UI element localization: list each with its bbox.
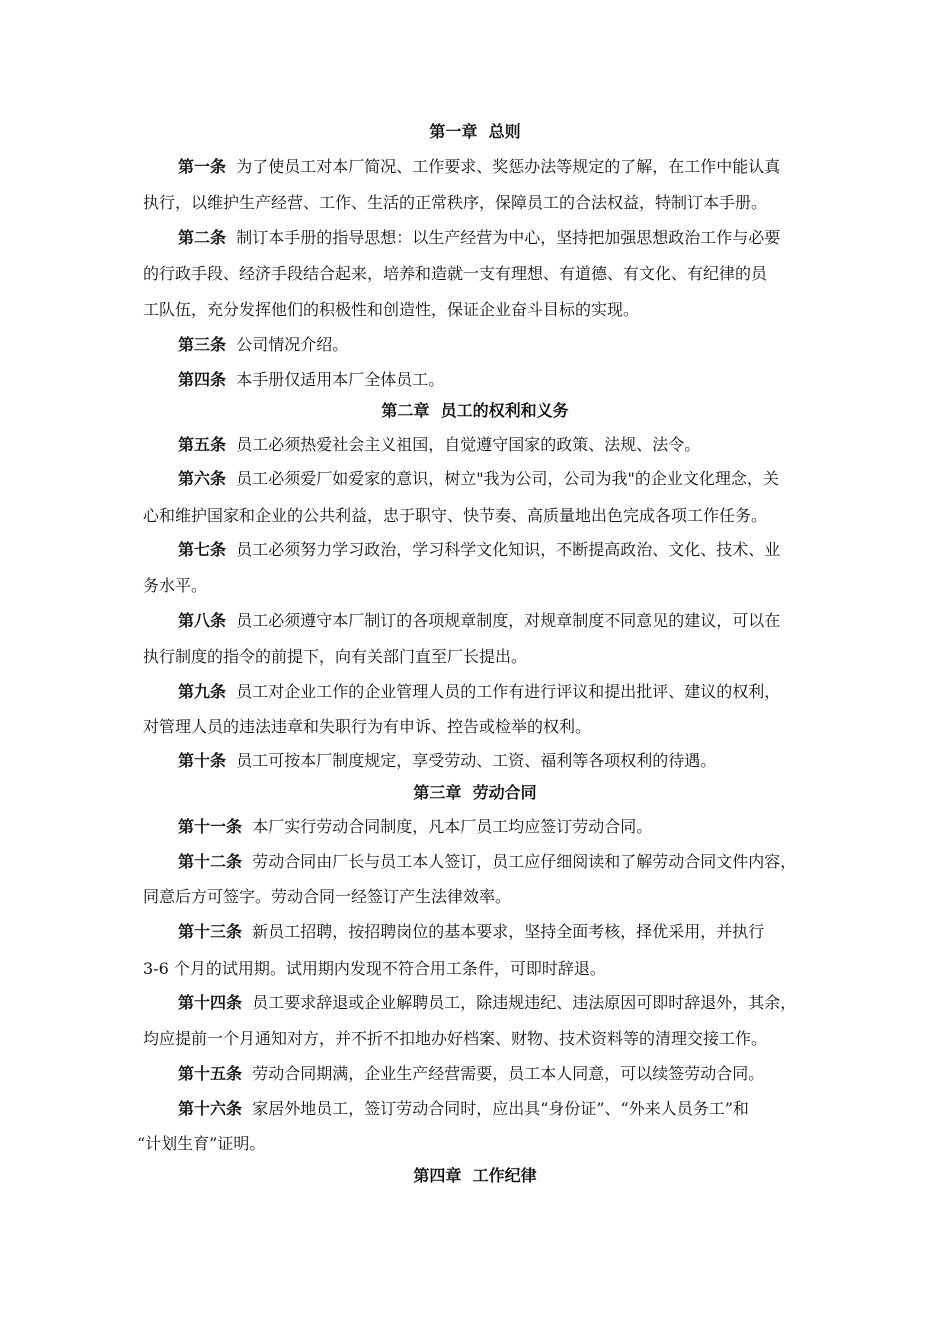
article-label: 第十一条	[178, 817, 243, 836]
article-text: 为了使员工对本厂简况、工作要求、奖惩办法等规定的了解，在工作中能认真	[236, 157, 781, 176]
article-text: 员工对企业工作的企业管理人员的工作有进行评议和提出批评、建议的权利，	[236, 682, 781, 701]
chapter-heading: 第二章 员工的权利和义务	[381, 401, 569, 420]
article-text: 对管理人员的违法违章和失职行为有申诉、控告或检举的权利。	[143, 717, 592, 736]
article-line	[178, 228, 780, 248]
article-line	[178, 435, 700, 455]
article-line	[137, 1134, 265, 1154]
article-line	[178, 611, 780, 631]
article-line	[143, 1029, 767, 1049]
article-line	[143, 647, 527, 667]
article-text: 劳动合同期满，企业生产经营需要，员工本人同意，可以续签劳动合同。	[252, 1064, 765, 1083]
article-text: 员工必须爱厂如爱家的意识，树立"我为公司，公司为我"的企业文化理念，关	[236, 469, 779, 488]
article-line	[178, 370, 444, 390]
article-text: 执行制度的指令的前提下，向有关部门直至厂长提出。	[143, 647, 528, 666]
article-line	[143, 506, 767, 526]
article-line	[143, 300, 639, 320]
article-line	[143, 264, 767, 284]
article-line	[143, 193, 767, 213]
article-label: 第四条	[178, 370, 227, 389]
article-label: 第十五条	[178, 1064, 243, 1083]
article-line	[178, 682, 780, 702]
chapter-heading: 第三章 劳动合同	[413, 783, 537, 802]
article-text: 公司情况介绍。	[236, 335, 349, 354]
article-line	[178, 1099, 749, 1119]
article-label: 第八条	[178, 611, 227, 630]
article-text: 的行政手段、经济手段结合起来，培养和造就一支有理想、有道德、有文化、有纪律的员	[143, 264, 768, 283]
article-line	[178, 817, 652, 837]
article-text: 员工要求辞退或企业解聘员工，除违规违纪、违法原因可即时辞退外，其余，	[252, 993, 797, 1012]
article-label: 第六条	[178, 469, 227, 488]
article-text: 家居外地员工，签订劳动合同时，应出具“身份证”、“外来人员务工”和	[252, 1099, 749, 1118]
chapter-heading: 第四章 工作纪律	[413, 1166, 537, 1185]
article-line	[178, 469, 779, 489]
article-text: 均应提前一个月通知对方，并不折不扣地办好档案、财物、技术资料等的清理交接工作。	[143, 1029, 768, 1048]
article-text: 制订本手册的指导思想：以生产经营为中心，坚持把加强思想政治工作与必要	[236, 228, 781, 247]
article-text: 新员工招聘，按招聘岗位的基本要求，坚持全面考核，择优采用，并执行	[252, 922, 765, 941]
article-line	[178, 1064, 764, 1084]
article-line	[143, 717, 591, 737]
article-line	[178, 335, 348, 355]
article-label: 第二条	[178, 228, 227, 247]
article-label: 第九条	[178, 682, 227, 701]
article-text: 本厂实行劳动合同制度，凡本厂员工均应签订劳动合同。	[252, 817, 653, 836]
article-label: 第五条	[178, 435, 227, 454]
article-text: 同意后方可签字。劳动合同一经签订产生法律效率。	[143, 887, 512, 906]
article-line	[143, 887, 511, 907]
article-line	[178, 540, 780, 560]
article-label: 第七条	[178, 540, 227, 559]
article-text: 劳动合同由厂长与员工本人签订，员工应仔细阅读和了解劳动合同文件内容，	[252, 852, 797, 871]
article-text: 员工必须遵守本厂制订的各项规章制度，对规章制度不同意见的建议，可以在	[236, 611, 781, 630]
article-label: 第十条	[178, 751, 227, 770]
article-label: 第十六条	[178, 1099, 243, 1118]
article-text: 执行，以维护生产经营、工作、生活的正常秩序，保障员工的合法权益，特制订本手册。	[143, 193, 768, 212]
article-line	[143, 959, 606, 979]
article-text: 工队伍，充分发挥他们的积极性和创造性，保证企业奋斗目标的实现。	[143, 300, 640, 319]
article-text: 员工可按本厂制度规定，享受劳动、工资、福利等各项权利的待遇。	[236, 751, 717, 770]
article-line	[178, 157, 780, 177]
article-text: 心和维护国家和企业的公共利益，忠于职守、快节奏、高质量地出色完成各项工作任务。	[143, 506, 768, 525]
article-text: “计划生育”证明。	[137, 1134, 266, 1153]
article-text: 务水平。	[143, 576, 208, 595]
article-text: 员工必须努力学习政治，学习科学文化知识，不断提高政治、文化、技术、业	[236, 540, 781, 559]
article-text: 3-6 个月的试用期。试用期内发现不符合用工条件，可即时辞退。	[143, 959, 606, 978]
article-label: 第十三条	[178, 922, 243, 941]
article-label: 第十二条	[178, 852, 243, 871]
article-line	[178, 852, 796, 872]
article-line	[178, 751, 716, 771]
article-label: 第十四条	[178, 993, 243, 1012]
article-line	[178, 993, 796, 1013]
article-text: 员工必须热爱社会主义祖国，自觉遵守国家的政策、法规、法令。	[236, 435, 701, 454]
article-line	[178, 922, 764, 942]
article-label: 第一条	[178, 157, 227, 176]
article-line	[143, 576, 207, 596]
article-text: 本手册仅适用本厂全体员工。	[236, 370, 445, 389]
article-label: 第三条	[178, 335, 227, 354]
chapter-heading: 第一章 总则	[429, 122, 521, 141]
